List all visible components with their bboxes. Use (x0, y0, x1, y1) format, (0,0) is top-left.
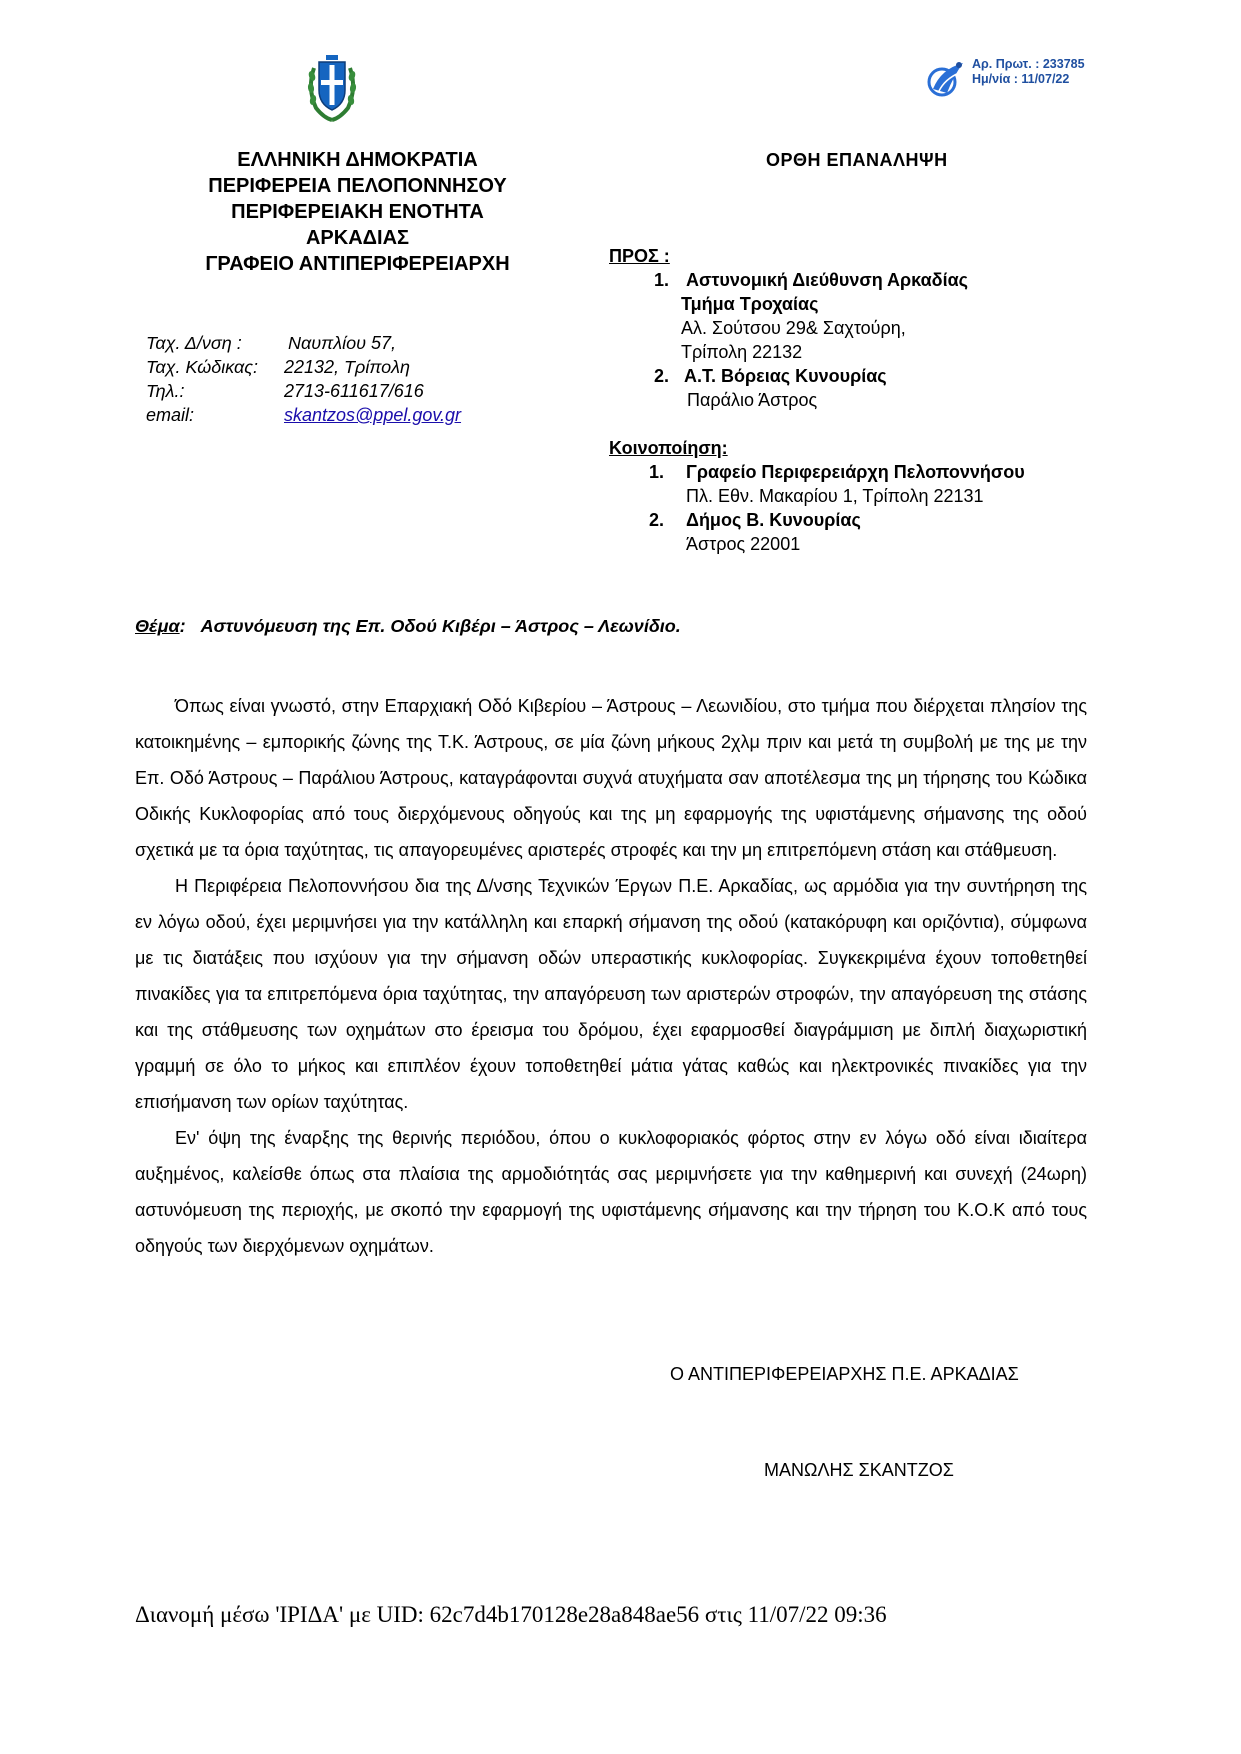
recipient-address: Τρίπολη 22132 (681, 342, 803, 362)
body-paragraph: Η Περιφέρεια Πελοποννήσου δια της Δ/νσης Τεχνικών Έργων Π.Ε. Αρκαδίας, ως αρμόδια για την συντήρηση της εν λόγω οδού, έχει μεριμνήσει για την κατάλληλη και επαρκή σήμανση της οδού (κατακόρυφη και οριζόντια), σύμφωνα με τις διατάξεις που ισχύουν για την σήμανση οδών υπεραστικής κυκλοφορίας. Συγκεκριμένα έχουν τοποθετηθεί πινακίδες για τα επιτρεπόμενα όρια ταχύτητας, την απαγόρευση των αριστερών στροφών, την απαγόρευση της στάσης και της στάθμευσης των οχημάτων στο έρεισμα του δρόμου, έχει εφαρμοσθεί διαγράμμιση με διπλή διαχωριστική γραμμή σε όλο το μήκος και επιπλέον έχουν τοποθετηθεί μάτια γάτας καθώς και ηλεκτρονικές πινακίδες για την επισήμανση των ορίων ταχύτητας. (135, 876, 1087, 1112)
recipient-address: Αλ. Σούτσου 29& Σαχτούρη, (681, 318, 906, 338)
subject-label: Θέμα (135, 616, 180, 636)
contact-label: Τηλ.: (146, 381, 185, 401)
body-paragraph: Εν' όψη της έναρξης της θερινής περιόδου, όπου ο κυκλοφοριακός φόρτος στην εν λόγω οδό είναι ιδιαίτερα αυξημένος, καλείσθε όπως στα πλαίσια της αρμοδιότητάς σας μεριμνήσετε για την καθημερινή και συνεχή (24ωρη) αστυνόμευση της περιοχής, με σκοπό την εφαρμογή της υφιστάμενης σήμανσης και την τήρηση του Κ.Ο.Κ από τους οδηγούς των διερχόμενων οχημάτων. (135, 1128, 1087, 1256)
cc-name: Δήμος Β. Κυνουρίας (686, 510, 861, 530)
correction-title: ΟΡΘΗ ΕΠΑΝΑΛΗΨΗ (766, 150, 948, 170)
distribution-footer: Διανομή μέσω 'ΙΡΙΔΑ' με UID: 62c7d4b170128e28a848ae56 στις 11/07/22 09:36 (135, 1602, 887, 1627)
cc-address: Άστρος 22001 (686, 534, 801, 554)
cc-address: Πλ. Εθν. Μακαρίου 1, Τρίπολη 22131 (686, 486, 984, 506)
greek-coat-of-arms-icon (304, 50, 360, 122)
recipient-department: Τμήμα Τροχαίας (681, 294, 819, 314)
contact-value: 22132, Τρίπολη (284, 357, 411, 377)
signature-name: ΜΑΝΩΛΗΣ ΣΚΑΝΤΖΟΣ (764, 1460, 954, 1480)
issuer-line: ΑΡΚΑΔΙΑΣ (305, 227, 410, 249)
cc-number: 2. (649, 510, 665, 530)
recipient-number: 2. (654, 366, 670, 386)
letter-body (135, 688, 1087, 1264)
contact-label: Ταχ. Κώδικας: (146, 357, 259, 377)
iris-logo-icon (925, 57, 967, 99)
protocol-info (972, 57, 1085, 87)
contact-label: Ταχ. Δ/νση : (146, 333, 242, 353)
body-paragraph: Όπως είναι γνωστό, στην Επαρχιακή Οδό Κιβερίου – Άστρους – Λεωνιδίου, στο τμήμα που διέρχεται πλησίον της κατοικημένης – εμπορικής ζώνης της Τ.Κ. Άστρους, σε μία ζώνη μήκους 2χλμ πριν και μετά τη συμβολή με της με την Επ. Οδό Άστρους – Παράλιου Άστρους, καταγράφονται συχνά ατυχήματα σαν αποτέλεσμα της μη τήρησης του Κώδικα Οδικής Κυκλοφορίας από τους διερχόμενους οδηγούς και της μη εφαρμογής της υφιστάμενης σήμανσης της οδού σχετικά με τα όρια ταχύτητας, τις απαγορευμένες αριστερές στροφές και την μη επιτρεπόμενη στάση και στάθμευση. (135, 696, 1087, 860)
cc-item (609, 508, 861, 532)
recipients-block (609, 244, 1025, 556)
issuer-header (135, 147, 580, 277)
protocol-number: Αρ. Πρωτ. : 233785 (972, 57, 1085, 71)
contact-value: 2713-611617/616 (284, 381, 424, 401)
cc-item (609, 460, 1025, 484)
cc-name: Γραφείο Περιφερειάρχη Πελοποννήσου (686, 462, 1025, 482)
recipient-number: 1. (654, 270, 670, 290)
signature-title: Ο ΑΝΤΙΠΕΡΙΦΕΡΕΙΑΡΧΗΣ Π.Ε. ΑΡΚΑΔΙΑΣ (670, 1364, 1019, 1384)
protocol-date: Ημ/νία : 11/07/22 (972, 72, 1070, 86)
issuer-line: ΓΡΑΦΕΙΟ ΑΝΤΙΠΕΡΙΦΕΡΕΙΑΡΧΗ (205, 253, 510, 275)
issuer-line: ΕΛΛΗΝΙΚΗ ΔΗΜΟΚΡΑΤΙΑ (237, 149, 478, 171)
contact-value: Ναυπλίου 57, (288, 333, 397, 353)
issuer-line: ΠΕΡΙΦΕΡΕΙΑΚΗ ΕΝΟΤΗΤΑ (231, 201, 484, 223)
subject-line: Θέμα: Αστυνόμευση της Επ. Οδού Κιβέρι – Άστρος – Λεωνίδιο. (135, 616, 681, 636)
issuer-line: ΠΕΡΙΦΕΡΕΙΑ ΠΕΛΟΠΟΝΝΗΣΟΥ (208, 175, 507, 197)
recipient-item (609, 364, 887, 388)
recipients-label: ΠΡΟΣ : (609, 246, 670, 266)
email-link[interactable]: skantzos@ppel.gov.gr (284, 405, 462, 425)
cc-number: 1. (649, 462, 665, 482)
cc-label: Κοινοποίηση: (609, 438, 728, 458)
recipient-address: Παράλιο Άστρος (687, 390, 818, 410)
recipient-name: Α.Τ. Βόρειας Κυνουρίας (684, 366, 887, 386)
recipient-name: Αστυνομική Διεύθυνση Αρκαδίας (686, 270, 969, 290)
subject-text: Αστυνόμευση της Επ. Οδού Κιβέρι – Άστρος – Λεωνίδιο. (200, 616, 681, 636)
recipient-item (609, 268, 969, 292)
contact-label: email: (146, 405, 195, 425)
